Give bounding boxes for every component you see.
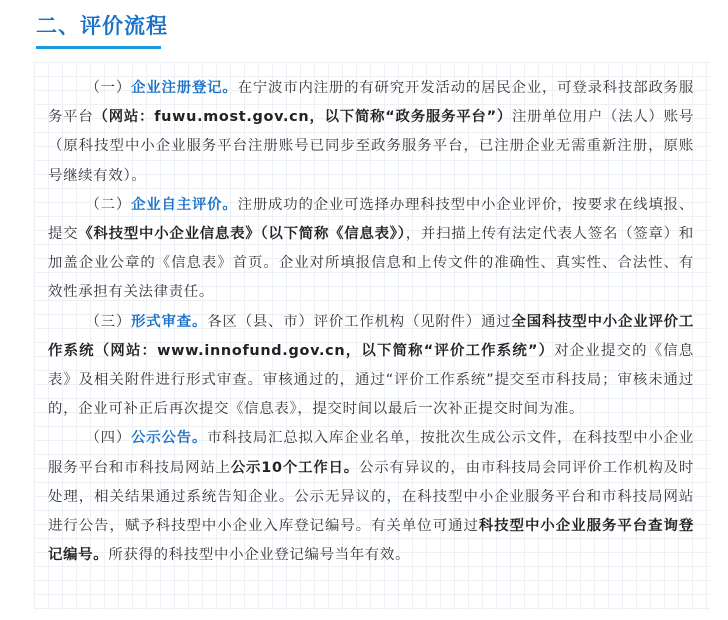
paragraph-text: 各区（县、市）评价工作机构（见附件）通过 [207, 313, 512, 330]
paragraph-title: 企业注册登记。 [131, 80, 238, 96]
paragraph-text: 对企业提交的《信息表》及相关附件进行形式审查。审核通过的，通过“评价工作系统”提交至市科技局；审核未通过的，企业可补正后再次提交《信息表》，提交时间以最后一次补正提交时间为准。 [48, 342, 694, 418]
paragraph-text: 在宁波市内注册的有研究开发活动的居民企业，可登录科技部政务服务平台 [48, 80, 694, 126]
paragraph-formal-review [48, 308, 694, 425]
heading-underline [36, 46, 161, 49]
paragraph-number: （四） [85, 430, 132, 447]
paragraph-text: 注册单位用户（法人）账号（原科技型中小企业服务平台注册账号已同步至政务服务平台，已注册企业无需重新注册，原账号继续有效）。 [48, 109, 694, 184]
paragraph-emphasis: 科技型中小企业服务平台查询登记编号。 [48, 518, 694, 564]
paragraph-emphasis: 全国科技型中小企业评价工作系统（网站：www.innofund.gov.cn，以下简称“评价工作系统”） [48, 313, 694, 359]
paragraph-text: ，并扫描上传有法定代表人签名（签章）和加盖企业公章的《信息表》首页。企业对所填报信息和上传文件的准确性、真实性、合法性、有效性承担有关法律责任。 [48, 226, 694, 301]
paragraph-text: 所获得的科技型中小企业登记编号当年有效。 [108, 547, 411, 564]
paragraph-number: （二） [85, 196, 132, 213]
paragraph-emphasis: （网站：fuwu.most.gov.cn，以下简称“政务服务平台”） [93, 109, 512, 126]
paragraph-registration [48, 74, 694, 191]
paragraph-text: 市科技局汇总拟入库企业名单，按批次生成公示文件，在科技型中小企业服务平台和市科技局网站上 [48, 430, 694, 476]
evaluation-process-content [48, 74, 694, 570]
paragraph-text: 公示有异议的，由市科技局会同评价工作机构及时处理，相关结果通过系统告知企业。公示无异议的，在科技型中小企业服务平台和市科技局网站进行公告，赋予科技型中小企业入库登记编号。有关单位可通过 [48, 459, 695, 535]
paragraph-emphasis: 《科技型中小企业信息表》（以下简称《信息表》） [78, 226, 406, 243]
paragraph-title: 企业自主评价。 [131, 196, 238, 213]
paragraph-title: 形式审查。 [131, 313, 208, 330]
paragraph-number: （三） [85, 313, 132, 330]
paragraph-publicity [48, 424, 694, 570]
paragraph-text: 注册成功的企业可选择办理科技型中小企业评价，按要求在线填报、提交 [48, 196, 694, 243]
paragraph-title: 公示公告。 [131, 430, 208, 447]
paragraph-emphasis: 公示10个工作日。 [230, 459, 360, 476]
section-heading: 二、评价流程 [36, 14, 168, 38]
section-heading-block [36, 10, 168, 49]
paragraph-self-evaluation [48, 191, 694, 308]
paragraph-number: （一） [85, 80, 132, 96]
